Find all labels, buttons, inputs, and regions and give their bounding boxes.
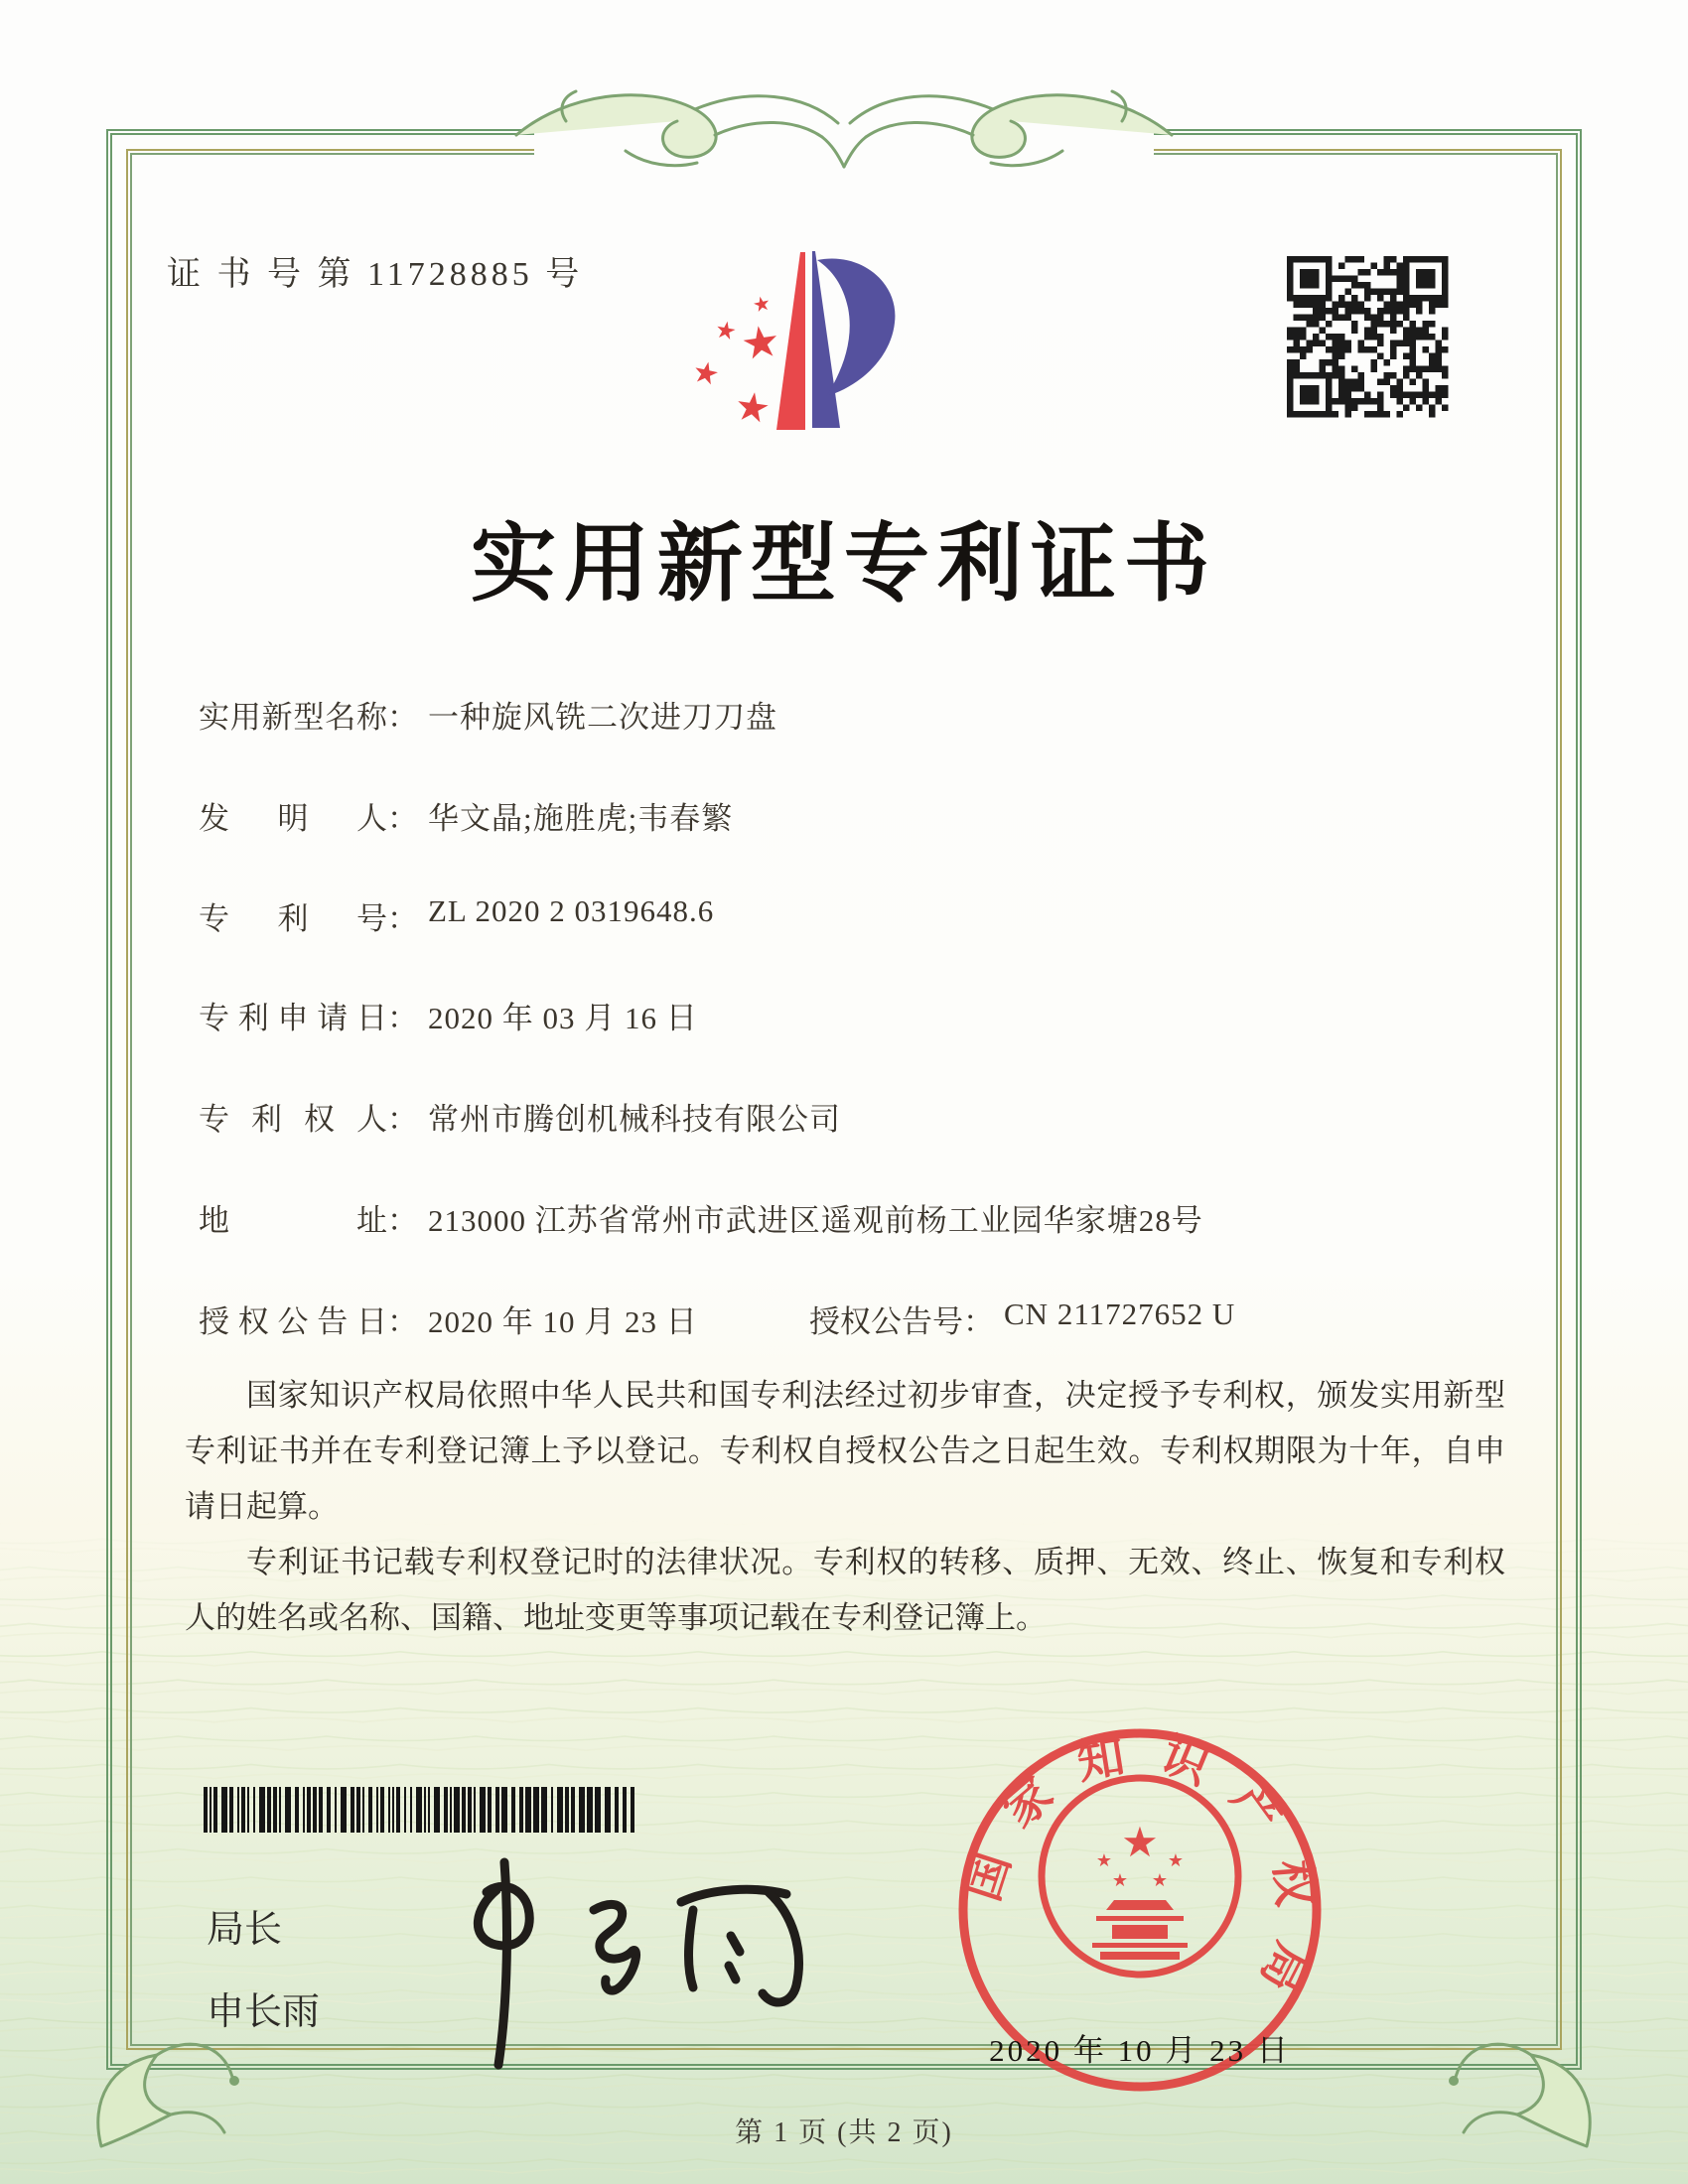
- svg-text:★: ★: [1111, 1870, 1129, 1891]
- field-row-patent-number: [199, 893, 714, 937]
- field-row-inventors: [199, 793, 733, 837]
- seal-date: 2020 年 10 月 23 日: [989, 2033, 1291, 2068]
- field-value: CN 211727652 U: [1004, 1297, 1236, 1331]
- logo-red-wedge: [776, 252, 805, 430]
- legal-paragraph-2: 专利证书记载专利权登记时的法律状况。专利权的转移、质押、无效、终止、恢复和专利权人的姓名或名称、国籍、地址变更等事项记载在专利登记簿上。: [185, 1545, 1505, 1635]
- field-label: 地址: [199, 1203, 387, 1238]
- certificate-number: 证 书 号 第 11728885 号: [167, 256, 584, 293]
- director-title: 局长: [207, 1909, 283, 1951]
- field-colon: ：: [387, 901, 418, 936]
- field-row-address: [199, 1195, 1203, 1239]
- page-footer: 第 1 页 (共 2 页): [735, 2117, 953, 2148]
- svg-text:★: ★: [1151, 1870, 1169, 1891]
- svg-text:★: ★: [712, 315, 740, 346]
- seal-text: 国家知识产权局: [956, 1726, 1323, 2026]
- field-colon: ：: [387, 700, 418, 735]
- field-grant-number: [809, 1297, 1235, 1341]
- field-value: 华文晶;施胜虎;韦春繁: [428, 801, 734, 836]
- field-value: 213000 江苏省常州市武进区遥观前杨工业园华家塘28号: [428, 1203, 1203, 1238]
- field-colon: ：: [387, 1102, 418, 1137]
- cnipa-round-seal: [902, 1672, 1378, 2148]
- field-value: 2020 年 03 月 16 日: [428, 1001, 698, 1035]
- field-value: ZL 2020 2 0319648.6: [428, 893, 715, 928]
- field-label: 授权公告日: [199, 1304, 387, 1339]
- field-colon: ：: [387, 1304, 418, 1339]
- svg-text:★: ★: [731, 382, 774, 434]
- svg-text:★: ★: [737, 315, 784, 371]
- svg-text:★: ★: [1167, 1850, 1185, 1871]
- field-colon: ：: [387, 801, 418, 836]
- field-colon: ：: [387, 1203, 418, 1238]
- svg-text:国家知识产权局: [957, 1726, 1323, 2026]
- field-row-patentee: [199, 1094, 841, 1138]
- svg-text:★: ★: [1095, 1850, 1113, 1871]
- qr-code: [1287, 256, 1449, 418]
- director-signature-icon: [427, 1848, 824, 2087]
- svg-text:★: ★: [750, 290, 774, 318]
- certificate-title: 实用新型专利证书: [471, 516, 1217, 612]
- field-label: 实用新型名称: [199, 700, 387, 735]
- barcode: [204, 1787, 640, 1833]
- legal-text-block: [185, 1368, 1505, 1646]
- field-row-utility-model-name: [199, 692, 777, 736]
- legal-paragraph-1: 国家知识产权局依照中华人民共和国专利法经过初步审查，决定授予专利权，颁发实用新型专利证书并在专利登记簿上予以登记。专利权自授权公告之日起生效。专利权期限为十年，自申请日起算。: [185, 1378, 1505, 1524]
- svg-text:★: ★: [689, 353, 723, 394]
- field-value: 常州市腾创机械科技有限公司: [428, 1102, 841, 1137]
- field-label: 发明人: [199, 801, 387, 836]
- field-label: 授权公告号: [809, 1304, 963, 1339]
- cnipa-logo-icon: [685, 243, 923, 442]
- svg-text:★: ★: [1121, 1818, 1159, 1866]
- field-label: 专利号: [199, 901, 387, 936]
- field-row-filing-date: [199, 993, 698, 1036]
- field-label: 专利权人: [199, 1102, 387, 1137]
- field-value: 2020 年 10 月 23 日: [428, 1304, 698, 1339]
- field-colon: ：: [387, 1001, 418, 1035]
- field-colon: ：: [963, 1304, 994, 1339]
- director-name: 申长雨: [207, 1991, 321, 2033]
- national-emblem-icon: [1042, 1778, 1238, 1975]
- top-flourish-ornament: [506, 66, 1182, 195]
- field-label: 专利申请日: [199, 1001, 387, 1035]
- field-value: 一种旋风铣二次进刀刀盘: [428, 700, 777, 735]
- field-row-grant: [199, 1297, 1236, 1340]
